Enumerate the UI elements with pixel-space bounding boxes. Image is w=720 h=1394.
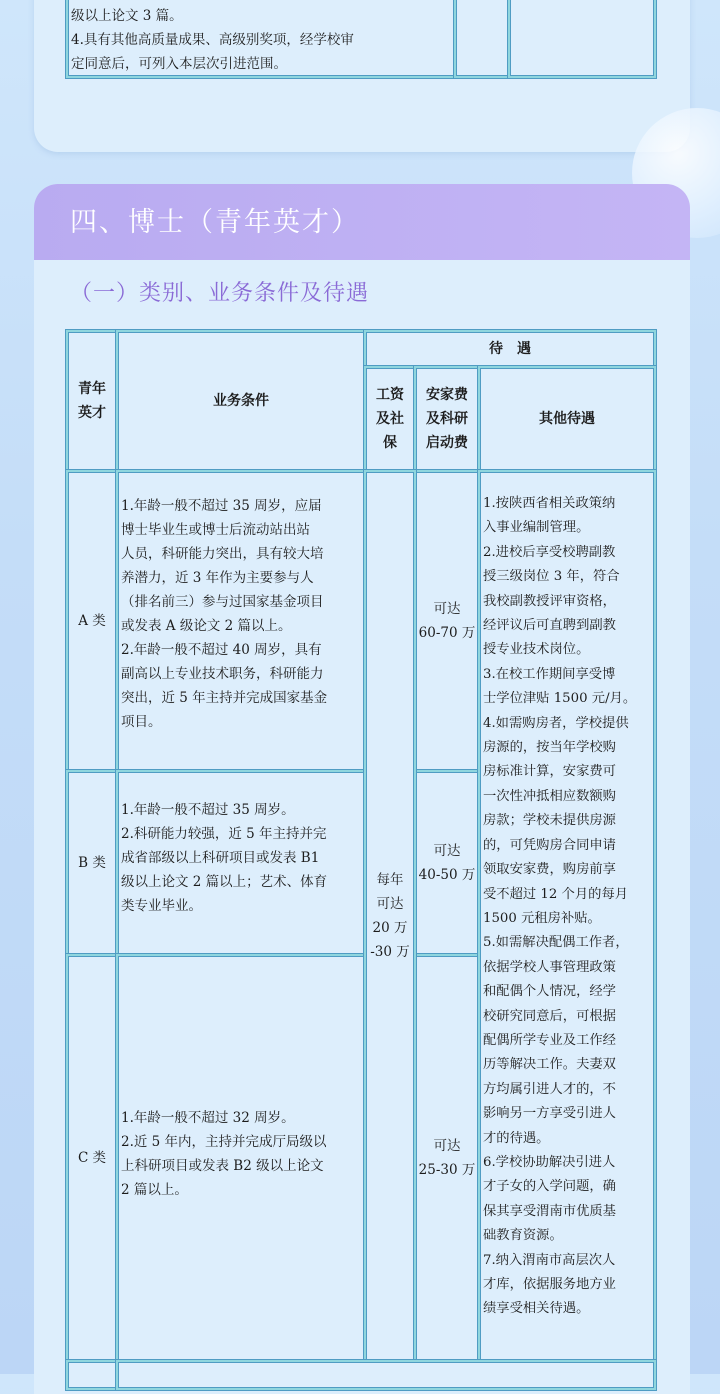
row-a-settlement: 可达 60-70 万 xyxy=(414,470,480,772)
top-line-3: 定同意后，可列入本层次引进范围。 xyxy=(71,56,287,72)
salary-merged-cell: 每年 可达 20 万 -30 万 xyxy=(364,470,416,1362)
other-treatment-merged-cell: 1.按陕西省相关政策纳 入事业编制管理。 2.进校后享受校聘副教 授三级岗位 3 年，符合 我校副教授评审资格， 经评议后可直聘到副教 授专业技术岗位。 3.在校工作期间享受博 士学位津贴 1500 元/月。 4.如需购房者，学校提供 房源的，按当年学校购 房标准计算，安家费可 一次性冲抵相应数额购 房款；学校未提供房源 的，可凭购房合同申请 领取安家费，购房前享 受不超过 12 个月的每月 1500 元租房补贴。 5.如需解决配偶工作者， 依据学校人事管理政策 和配偶个人情况，经学 校研究同意后，可根据 配偶所学专业及工作经 历等解决工作。夫妻双 方均属引进人才的，不 影响另一方享受引进人 才的待遇。 6.学校协助解决引进人 才子女的入学问题，确 保其享受渭南市优质基 础教育资源。 7.纳入渭南市高层次人 才库，依据服务地方业 绩享受相关待遇。 xyxy=(478,470,656,1362)
row-a-conditions: 1.年龄一般不超过 35 周岁，应届 博士毕业生或博士后流动站出站 人员，科研能力突出，具有较大培 养潜力，近 3 年作为主要参与人 （排名前三）参与过国家基金项目 或发表 A 级论文 2 篇以上。 2.年龄一般不超过 40 周岁，具有 副高以上专业技术职务，科研能力 突出，近 5 年主持并完成国家基金 项目。 xyxy=(116,470,366,772)
header-salary: 工资 及社 保 xyxy=(364,366,416,472)
header-conditions: 业务条件 xyxy=(116,330,366,472)
row-a-category: A 类 xyxy=(66,470,118,772)
section-subtitle: （一）类别、业务条件及待遇 xyxy=(70,281,370,306)
row-c-conditions: 1.年龄一般不超过 32 周岁。 2.近 5 年内，主持并完成厅局级以 上科研项目或发表 B2 级以上论文 2 篇以上。 xyxy=(116,954,366,1362)
top-table-conditions-cell xyxy=(66,0,456,78)
next-row-cell-2 xyxy=(116,1360,656,1390)
top-line-1: 级以上论文 3 篇。 xyxy=(71,8,183,24)
top-table-cell-2 xyxy=(454,0,510,78)
row-b-settlement: 可达 40-50 万 xyxy=(414,770,480,956)
header-other: 其他待遇 xyxy=(478,366,656,472)
header-treatment: 待 遇 xyxy=(364,330,656,368)
row-c-settlement: 可达 25-30 万 xyxy=(414,954,480,1362)
row-b-conditions: 1.年龄一般不超过 35 周岁。 2.科研能力较强，近 5 年主持并完 成省部级以上科研项目或发表 B1 级以上论文 2 篇以上；艺术、体育 类专业毕业。 xyxy=(116,770,366,956)
next-row-cell-1 xyxy=(66,1360,118,1390)
top-line-2: 4.具有其他高质量成果、高级别奖项，经学校审 xyxy=(71,32,354,48)
row-c-category: C 类 xyxy=(66,954,118,1362)
section-title: 四、博士（青年英才） xyxy=(70,207,360,238)
top-table-cell-3 xyxy=(508,0,656,78)
header-settlement: 安家费 及科研 启动费 xyxy=(414,366,480,472)
header-category: 青年 英才 xyxy=(66,330,118,472)
row-b-category: B 类 xyxy=(66,770,118,956)
